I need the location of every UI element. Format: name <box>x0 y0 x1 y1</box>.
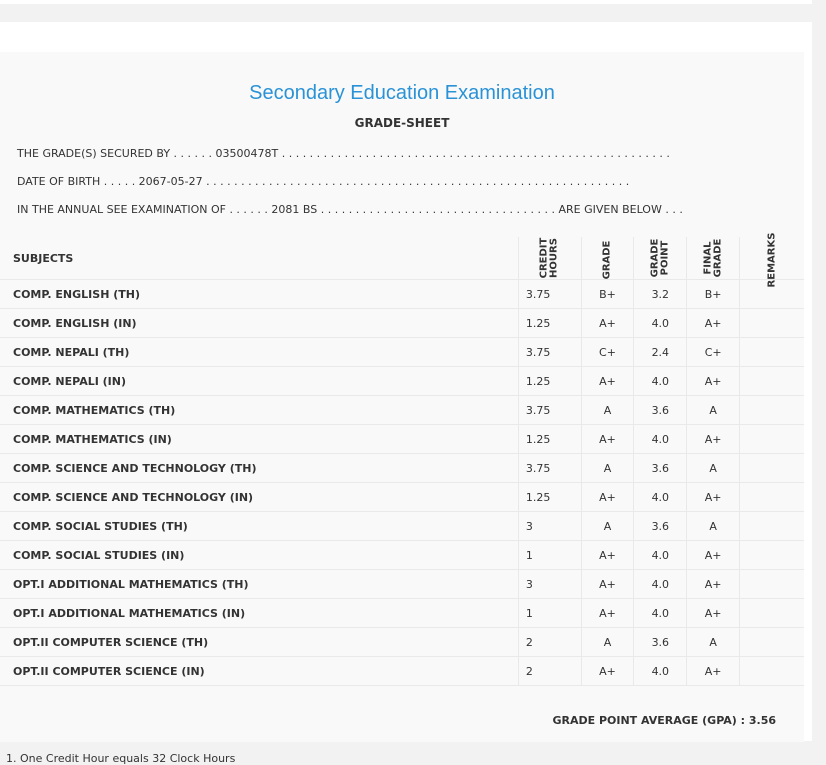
credit-hours-cell: 3 <box>518 512 581 541</box>
grade-point-cell: 3.6 <box>634 396 687 425</box>
subject-cell: COMP. ENGLISH (TH) <box>0 280 518 309</box>
subject-cell: OPT.I ADDITIONAL MATHEMATICS (IN) <box>0 599 518 628</box>
grade-sheet <box>0 52 804 742</box>
student-symbol-line: THE GRADE(S) SECURED BY . . . . . . 03500478T . . . . . . . . . . . . . . . . . . . . . . . . . . . . . . . . . . . . . . . . . . . . . . . . . . . . . . . . <box>17 147 670 160</box>
remarks-cell <box>740 367 804 396</box>
grade-cell: A <box>581 454 634 483</box>
subject-cell: COMP. MATHEMATICS (IN) <box>0 425 518 454</box>
remarks-cell <box>740 309 804 338</box>
final-grade-cell: A+ <box>687 425 740 454</box>
content-panel <box>0 22 812 765</box>
exam-title: Secondary Education Examination <box>249 82 555 104</box>
subject-cell: OPT.II COMPUTER SCIENCE (TH) <box>0 628 518 657</box>
table-row <box>0 512 804 541</box>
grade-cell: A+ <box>581 541 634 570</box>
grade-cell: A+ <box>581 483 634 512</box>
subject-cell: OPT.I ADDITIONAL MATHEMATICS (TH) <box>0 570 518 599</box>
gpa-summary: GRADE POINT AVERAGE (GPA) : 3.56 <box>552 714 776 727</box>
final-grade-cell: A+ <box>687 309 740 338</box>
remarks-cell <box>740 657 804 686</box>
grade-point-cell: 3.6 <box>634 454 687 483</box>
top-bar <box>0 0 812 4</box>
remarks-cell <box>740 483 804 512</box>
grade-point-cell: 4.0 <box>634 425 687 454</box>
header-grade-label: GRADE <box>601 240 613 279</box>
grade-cell: B+ <box>581 280 634 309</box>
table-row <box>0 280 804 309</box>
remarks-cell <box>740 570 804 599</box>
table-row <box>0 599 804 628</box>
grade-point-cell: 4.0 <box>634 483 687 512</box>
credit-hours-cell: 3.75 <box>518 454 581 483</box>
grade-cell: A+ <box>581 599 634 628</box>
remarks-cell <box>740 338 804 367</box>
header-grade-point <box>634 237 687 280</box>
final-grade-cell: A <box>687 628 740 657</box>
credit-hours-cell: 1.25 <box>518 483 581 512</box>
table-row <box>0 454 804 483</box>
table-row <box>0 483 804 512</box>
grade-cell: C+ <box>581 338 634 367</box>
grade-point-cell: 4.0 <box>634 367 687 396</box>
subject-cell: COMP. SCIENCE AND TECHNOLOGY (TH) <box>0 454 518 483</box>
examination-line: IN THE ANNUAL SEE EXAMINATION OF . . . . . . 2081 BS . . . . . . . . . . . . . . . . . . . . . . . . . . . . . . . . . . ARE GIVEN BELOW . . . <box>17 203 683 216</box>
remarks-cell <box>740 425 804 454</box>
header-remarks <box>740 232 804 287</box>
table-row <box>0 396 804 425</box>
grade-point-cell: 4.0 <box>634 657 687 686</box>
header-grade <box>581 237 634 280</box>
credit-hours-cell: 2 <box>518 657 581 686</box>
date-of-birth-line: DATE OF BIRTH . . . . . 2067-05-27 . . . . . . . . . . . . . . . . . . . . . . . . . . . . . . . . . . . . . . . . . . . . . . . . . . . . . . . . . . . . . <box>17 175 630 188</box>
final-grade-cell: A+ <box>687 599 740 628</box>
subject-cell: COMP. MATHEMATICS (TH) <box>0 396 518 425</box>
final-grade-cell: A <box>687 512 740 541</box>
subject-cell: OPT.II COMPUTER SCIENCE (IN) <box>0 657 518 686</box>
table-row <box>0 541 804 570</box>
remarks-cell <box>740 628 804 657</box>
table-header-row <box>0 237 804 280</box>
grade-cell: A <box>581 396 634 425</box>
grade-cell: A+ <box>581 657 634 686</box>
grade-point-cell: 3.2 <box>634 280 687 309</box>
grade-point-cell: 4.0 <box>634 570 687 599</box>
subject-cell: COMP. SOCIAL STUDIES (TH) <box>0 512 518 541</box>
table-row <box>0 338 804 367</box>
header-remarks-label: REMARKS <box>766 232 778 287</box>
grade-point-cell: 3.6 <box>634 628 687 657</box>
grade-point-cell: 4.0 <box>634 541 687 570</box>
remarks-cell <box>740 396 804 425</box>
final-grade-cell: A+ <box>687 541 740 570</box>
table-row <box>0 309 804 338</box>
subject-cell: COMP. SOCIAL STUDIES (IN) <box>0 541 518 570</box>
credit-hours-cell: 1.25 <box>518 367 581 396</box>
remarks-cell <box>740 599 804 628</box>
final-grade-cell: A+ <box>687 483 740 512</box>
remarks-cell <box>740 512 804 541</box>
credit-hours-cell: 1.25 <box>518 425 581 454</box>
subject-cell: COMP. SCIENCE AND TECHNOLOGY (IN) <box>0 483 518 512</box>
grade-cell: A <box>581 512 634 541</box>
header-credit-hours-label: CREDIT HOURS <box>538 237 560 279</box>
grade-point-cell: 3.6 <box>634 512 687 541</box>
credit-hours-cell: 2 <box>518 628 581 657</box>
subject-cell: COMP. ENGLISH (IN) <box>0 309 518 338</box>
final-grade-cell: A+ <box>687 657 740 686</box>
grade-cell: A+ <box>581 367 634 396</box>
final-grade-cell: B+ <box>687 280 740 309</box>
final-grade-cell: A+ <box>687 570 740 599</box>
grade-cell: A+ <box>581 570 634 599</box>
final-grade-cell: A <box>687 454 740 483</box>
final-grade-cell: A <box>687 396 740 425</box>
remarks-cell <box>740 541 804 570</box>
header-final-grade-label: FINAL GRADE <box>702 238 724 278</box>
header-subjects: SUBJECTS <box>0 237 518 280</box>
table-row <box>0 657 804 686</box>
table-row <box>0 570 804 599</box>
table-row <box>0 628 804 657</box>
grade-cell: A <box>581 628 634 657</box>
remarks-cell <box>740 454 804 483</box>
header-final-grade <box>687 237 740 280</box>
footnote: 1. One Credit Hour equals 32 Clock Hours <box>6 752 236 765</box>
credit-hours-cell: 3.75 <box>518 338 581 367</box>
final-grade-cell: A+ <box>687 367 740 396</box>
header-credit-hours <box>518 237 581 280</box>
credit-hours-cell: 1 <box>518 599 581 628</box>
credit-hours-cell: 3.75 <box>518 280 581 309</box>
sheet-title: GRADE-SHEET <box>354 116 450 130</box>
grade-cell: A+ <box>581 425 634 454</box>
subject-cell: COMP. NEPALI (IN) <box>0 367 518 396</box>
grade-point-cell: 2.4 <box>634 338 687 367</box>
grade-point-cell: 4.0 <box>634 599 687 628</box>
grades-table <box>0 232 804 686</box>
credit-hours-cell: 3 <box>518 570 581 599</box>
credit-hours-cell: 1.25 <box>518 309 581 338</box>
grade-point-cell: 4.0 <box>634 309 687 338</box>
credit-hours-cell: 3.75 <box>518 396 581 425</box>
table-row <box>0 367 804 396</box>
subject-cell: COMP. NEPALI (TH) <box>0 338 518 367</box>
grade-cell: A+ <box>581 309 634 338</box>
final-grade-cell: C+ <box>687 338 740 367</box>
credit-hours-cell: 1 <box>518 541 581 570</box>
header-grade-point-label: GRADE POINT <box>649 238 671 278</box>
table-row <box>0 425 804 454</box>
